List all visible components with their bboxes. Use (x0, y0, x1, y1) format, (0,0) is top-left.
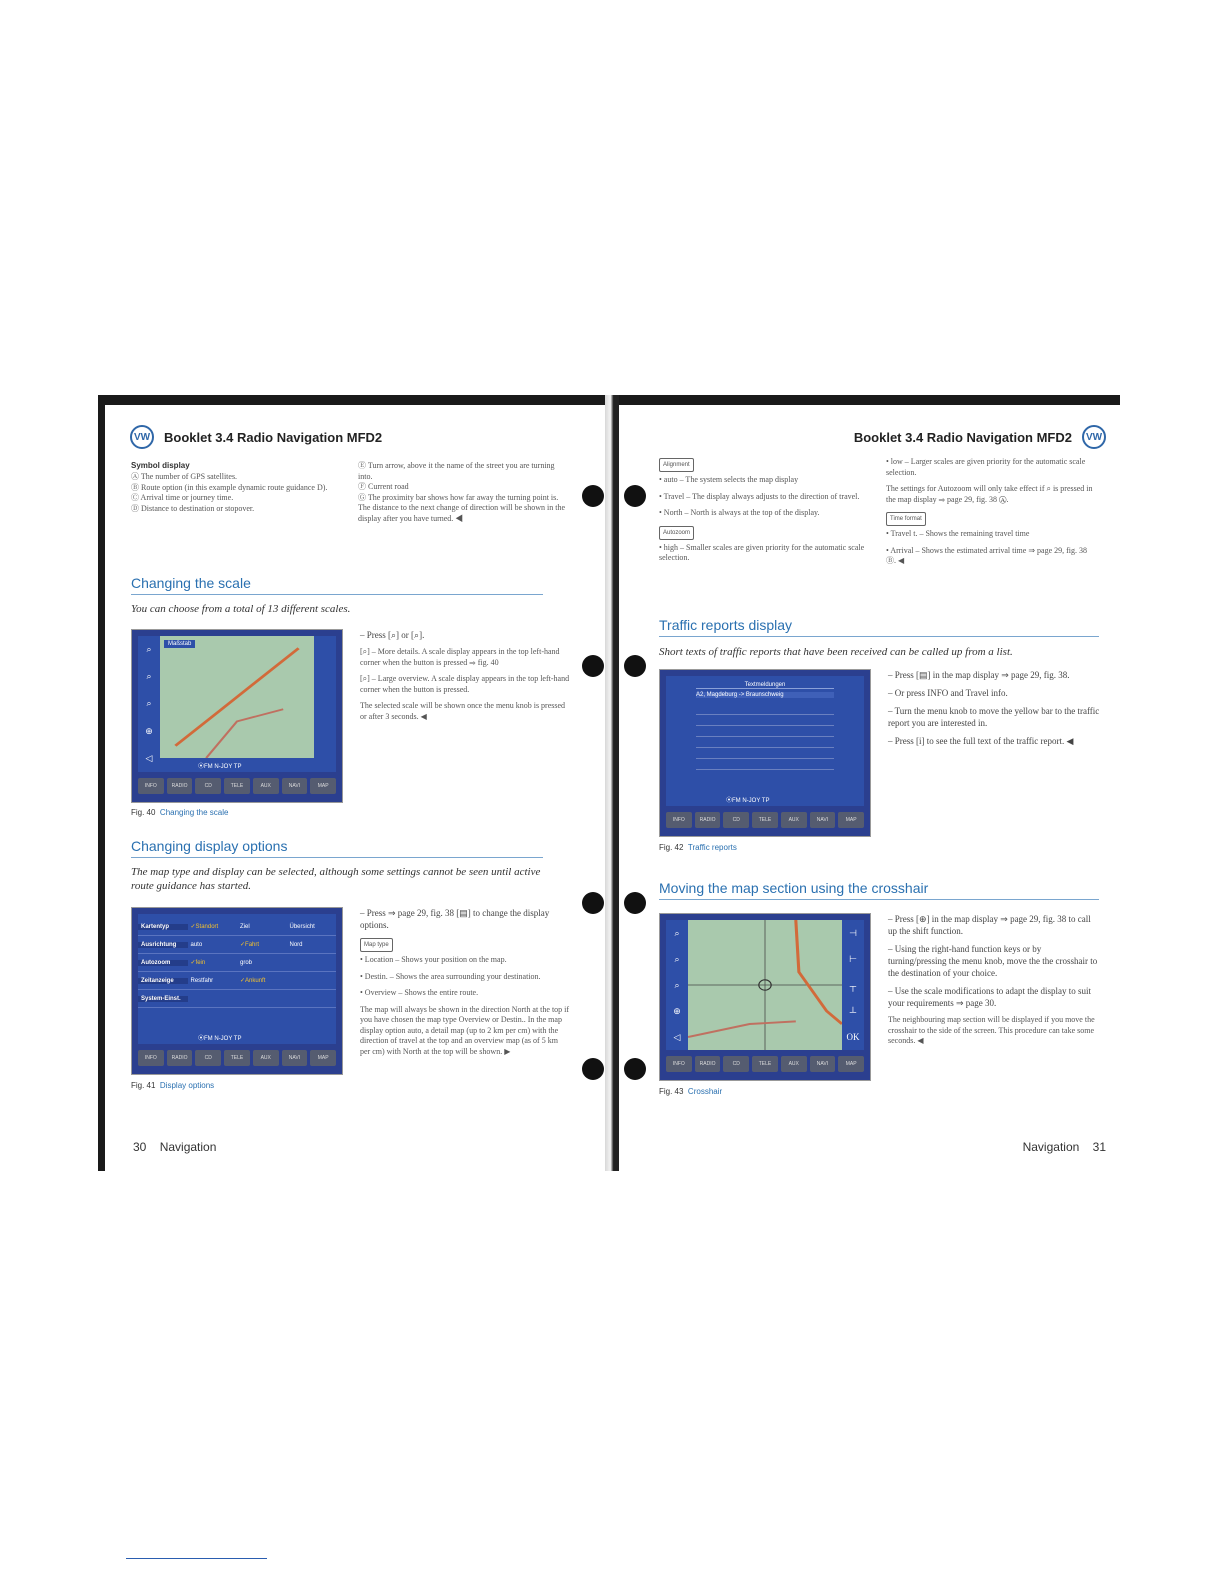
device-button-row (138, 1050, 336, 1066)
footer-section: Navigation (159, 1140, 217, 1154)
paragraph: – Use the scale modifications to adapt the display to suit your requirements ⇒ page 30. (888, 986, 1091, 1008)
figure-label: Fig. 42 (659, 843, 684, 852)
speaker-icon: ◁ (145, 752, 153, 763)
device-button-row (666, 1056, 864, 1072)
scale-label: Maßstab (164, 640, 195, 648)
table-row[interactable] (138, 918, 336, 936)
symbol-item: Ⓓ Distance to destination or stopover. (131, 503, 255, 513)
list-item[interactable] (696, 759, 834, 770)
table-cell[interactable]: ✓Ankunft (240, 978, 266, 984)
figure-caption-text: Crosshair (687, 1087, 723, 1096)
traffic-text (888, 669, 1100, 753)
table-cell[interactable]: grob (240, 959, 253, 966)
paragraph: – Press [i] to see the full text of the traffic report. ◀ (888, 736, 1074, 746)
table-row-label: Ausrichtung (138, 942, 188, 948)
left-footer (133, 1140, 216, 1154)
display-text (360, 907, 570, 1063)
section-title-display: Changing display options (131, 838, 543, 858)
figure-43-caption (659, 1087, 722, 1096)
device-button-map[interactable]: MAP (310, 1050, 336, 1066)
symbol-display-block (131, 461, 331, 514)
device-button-map[interactable]: MAP (838, 1056, 864, 1072)
right-page (656, 405, 1106, 1165)
device-button-tele[interactable]: TELE (752, 1056, 778, 1072)
list-item[interactable] (696, 726, 834, 737)
zoom-icons (138, 636, 160, 772)
intro-traffic: Short texts of traffic reports that have been received can be called up from a list. (659, 646, 1013, 658)
figure-41-screen (131, 907, 343, 1075)
table-row[interactable] (138, 972, 336, 990)
vw-logo-icon: VW (130, 425, 154, 449)
manual-spread (98, 395, 1120, 1171)
figure-label: Fig. 40 (131, 808, 156, 817)
screen-display (666, 676, 864, 806)
paragraph: • low – Larger scales are given priority for the automatic scale selection. (886, 457, 1086, 477)
table-cell[interactable]: ✓fein (190, 960, 206, 966)
arrow-up-icon[interactable]: ┴ (849, 1006, 857, 1017)
figure-41-caption (131, 1081, 214, 1090)
device-button-navi[interactable]: NAVI (810, 1056, 836, 1072)
figure-43-screen (659, 913, 871, 1081)
device-button-aux[interactable]: AUX (781, 812, 807, 828)
ok-icon[interactable]: OK (846, 1032, 860, 1043)
zoom-icon: ⌕ (674, 979, 680, 990)
device-button-info[interactable]: INFO (138, 778, 164, 794)
device-button-tele[interactable]: TELE (224, 778, 250, 794)
device-button-tele[interactable]: TELE (752, 812, 778, 828)
device-button-navi[interactable]: NAVI (282, 778, 308, 794)
device-button-tele[interactable]: TELE (224, 1050, 250, 1066)
device-button-aux[interactable]: AUX (253, 778, 279, 794)
arrow-down-icon[interactable]: ┬ (849, 980, 857, 991)
figure-label: Fig. 41 (131, 1081, 156, 1090)
figure-40-screen (131, 629, 343, 803)
table-row[interactable] (138, 990, 336, 1008)
table-cell[interactable]: auto (190, 941, 203, 948)
list-item[interactable] (696, 704, 834, 715)
punch-hole (624, 655, 646, 677)
symbol-display-block-right (358, 461, 568, 524)
symbol-item: Ⓑ Route option (in this example dynamic route guidance D). (131, 482, 328, 492)
table-row-label: Kartentyp (138, 924, 188, 930)
zoom-out-icon: ⌕ (146, 671, 152, 682)
device-button-radio[interactable]: RADIO (695, 1056, 721, 1072)
page-number: 31 (1092, 1140, 1106, 1154)
punch-hole (624, 892, 646, 914)
table-row-label: Zeitanzeige (138, 978, 188, 984)
radio-status: ⦿FM N-JOY TP (726, 798, 770, 804)
table-row[interactable] (138, 936, 336, 954)
scale-text (360, 629, 570, 728)
traffic-list-title: Textmeldungen (696, 682, 834, 689)
table-row-label: Autozoom (138, 960, 188, 966)
map-area (688, 920, 842, 1050)
radio-status: ⦿FM N-JOY TP (198, 1036, 242, 1042)
punch-hole (624, 1058, 646, 1080)
device-button-radio[interactable]: RADIO (695, 812, 721, 828)
paragraph: • North – North is always at the top of the display. (659, 508, 820, 517)
right-column-block (886, 457, 1096, 573)
paragraph: • Overview – Shows the entire route. (360, 988, 479, 997)
list-item[interactable] (696, 748, 834, 759)
zoom-in-icon: ⌕ (146, 644, 152, 655)
section-title-scale: Changing the scale (131, 575, 543, 595)
alignment-block (659, 457, 869, 570)
right-icon-column (314, 636, 336, 758)
paragraph: • Destin. – Shows the area surrounding your destination. (360, 971, 541, 981)
figure-42-screen (659, 669, 871, 837)
device-button-aux[interactable]: AUX (781, 1056, 807, 1072)
map-area (160, 636, 314, 758)
vw-logo-icon: VW (1082, 425, 1106, 449)
route-lines (160, 636, 314, 758)
alignment-label: Alignment (659, 458, 694, 472)
traffic-list-rows (696, 704, 834, 770)
device-button-info[interactable]: INFO (666, 812, 692, 828)
symbol-item: Ⓐ The number of GPS satellites. (131, 472, 238, 481)
figure-caption-text: Traffic reports (687, 843, 737, 852)
paragraph: [⌕] – More details. A scale display appears in the top left-hand corner when the button is pressed ⇒ fig. 40 (360, 647, 560, 667)
paragraph: – Using the right-hand function keys or by turning/pressing the menu knob, move the the crosshair to the destination of your choice. (888, 944, 1098, 978)
table-cell[interactable]: Nord (289, 941, 303, 948)
arrow-right-icon[interactable]: ⊣ (849, 927, 857, 938)
symbol-item: Ⓖ The proximity bar shows how far away the turning point is. The distance to the next change of direction will be shown in the display after you have turned. ◀ (358, 492, 566, 523)
speaker-icon: ◁ (673, 1031, 681, 1042)
list-item[interactable] (696, 737, 834, 748)
device-button-row (666, 812, 864, 828)
section-title-crosshair: Moving the map section using the crosshair (659, 880, 1099, 900)
right-header (854, 425, 1106, 449)
book-gutter (605, 395, 619, 1171)
device-button-map[interactable]: MAP (310, 778, 336, 794)
paragraph: • Travel – The display always adjusts to the direction of travel. (659, 491, 860, 501)
device-button-info[interactable]: INFO (138, 1050, 164, 1066)
page-number: 30 (133, 1140, 147, 1154)
crosshair-icon: ⊕ (673, 1005, 681, 1016)
arrow-left-icon[interactable]: ⊢ (849, 954, 857, 965)
table-cell[interactable]: ✓Fahrt (240, 942, 260, 948)
left-header-title: Booklet 3.4 Radio Navigation MFD2 (164, 429, 383, 445)
zoom-in-icon: ⌕ (674, 927, 680, 938)
table-row-label: System-Einst. (138, 996, 188, 1002)
screen-display (138, 914, 336, 1044)
device-button-info[interactable]: INFO (666, 1056, 692, 1072)
screen-display (666, 920, 864, 1050)
left-header (130, 425, 382, 449)
options-table (138, 918, 336, 1008)
device-button-map[interactable]: MAP (838, 812, 864, 828)
figure-42-caption (659, 843, 737, 852)
symbol-display-title: Symbol display (131, 461, 190, 470)
intro-display: The map type and display can be selected, although some settings cannot be seen until active route guidance has started. (131, 866, 541, 892)
symbol-item: Ⓕ Current road (358, 482, 409, 491)
device-button-navi[interactable]: NAVI (810, 812, 836, 828)
device-button-row (138, 778, 336, 794)
figure-40-caption (131, 808, 228, 817)
paragraph: • Location – Shows your position on the map. (360, 955, 507, 964)
figure-caption-text: Changing the scale (159, 808, 229, 817)
scan-left-edge (98, 395, 105, 1171)
zoom-icons (666, 920, 688, 1050)
figure-label: Fig. 43 (659, 1087, 684, 1096)
paragraph: The settings for Autozoom will only take effect if ⌕ is pressed in the map display ⇒ page 29, fig. 38 Ⓐ. (886, 484, 1093, 504)
section-title-traffic: Traffic reports display (659, 617, 1099, 637)
device-button-radio[interactable]: RADIO (167, 1050, 193, 1066)
crosshair-text (888, 913, 1100, 1053)
paragraph: • Travel t. – Shows the remaining travel time (886, 529, 1030, 538)
autozoom-label: Autozoom (659, 526, 694, 540)
paragraph: – Press [⌕] or [⌕]. (360, 630, 425, 640)
zoom-out-icon: ⌕ (674, 953, 680, 964)
paragraph: The neighbouring map section will be displayed if you move the crosshair to the side of the screen. This procedure can take some seconds. ◀ (888, 1015, 1095, 1045)
device-button-cd[interactable]: CD (195, 1050, 221, 1066)
table-row[interactable] (138, 954, 336, 972)
table-cell[interactable]: Ziel (240, 923, 250, 930)
paragraph: – Press ⇒ page 29, fig. 38 [▤] to change the display options. (360, 908, 550, 930)
device-button-cd[interactable]: CD (723, 1056, 749, 1072)
right-footer (1023, 1140, 1106, 1154)
crosshair-icon: ⊕ (145, 725, 153, 736)
symbol-item: Ⓒ Arrival time or journey time. (131, 493, 234, 502)
zoom-icon: ⌕ (146, 698, 152, 709)
list-item[interactable] (696, 715, 834, 726)
paragraph: – Or press INFO and Travel info. (888, 688, 1008, 698)
table-cell[interactable]: Übersicht (289, 923, 315, 930)
screen-display (138, 636, 336, 772)
table-cell[interactable]: ✓Standort (190, 924, 219, 930)
device-button-cd[interactable]: CD (195, 778, 221, 794)
device-button-cd[interactable]: CD (723, 812, 749, 828)
device-button-radio[interactable]: RADIO (167, 778, 193, 794)
paragraph: – Turn the menu knob to move the yellow bar to the traffic report you are interested in. (888, 706, 1100, 728)
paragraph: The selected scale will be shown once the menu knob is pressed or after 3 seconds. ◀ (360, 701, 566, 721)
radio-status: ⦿FM N-JOY TP (198, 764, 242, 770)
shift-arrows (842, 920, 864, 1050)
map-overlay (688, 920, 842, 1050)
traffic-list-row-selected[interactable]: A2, Magdeburg -> Braunschweig (696, 692, 834, 698)
paragraph: [⌕] – Large overview. A scale display appears in the top left-hand corner when the button is pressed. (360, 674, 570, 694)
paragraph: – Press [▤] in the map display ⇒ page 29, fig. 38. (888, 670, 1070, 680)
paragraph: The map will always be shown in the direction North at the top if you have chosen the map type Overview or Destin.. In the map display option auto, a detail map (up to 2 km per cm) with the direction of travel at the top and an overview map (as of 5 km per cm) with North at the top will be shown. ▶ (360, 1004, 570, 1056)
paragraph: • Arrival – Shows the estimated arrival time ⇒ page 29, fig. 38 Ⓑ. ◀ (886, 545, 1088, 565)
paragraph: • high – Smaller scales are given priority for the automatic scale selection. (659, 542, 865, 562)
punch-hole (624, 485, 646, 507)
paragraph: – Press [⊕] in the map display ⇒ page 29, fig. 38 to call up the shift function. (888, 914, 1091, 936)
paragraph: • auto – The system selects the map display (659, 475, 799, 484)
table-cell[interactable]: Restfahr (190, 977, 214, 984)
bottom-rule (126, 1558, 267, 1559)
right-header-title: Booklet 3.4 Radio Navigation MFD2 (853, 429, 1072, 445)
footer-section: Navigation (1022, 1140, 1080, 1154)
time-format-label: Time format (886, 512, 926, 526)
intro-scale: You can choose from a total of 13 different scales. (131, 603, 351, 615)
left-page (128, 405, 598, 1165)
map-type-label: Map type (360, 938, 393, 952)
figure-caption-text: Display options (159, 1081, 215, 1090)
device-button-navi[interactable]: NAVI (282, 1050, 308, 1066)
symbol-item: Ⓔ Turn arrow, above it the name of the street you are turning into. (358, 461, 555, 481)
device-button-aux[interactable]: AUX (253, 1050, 279, 1066)
